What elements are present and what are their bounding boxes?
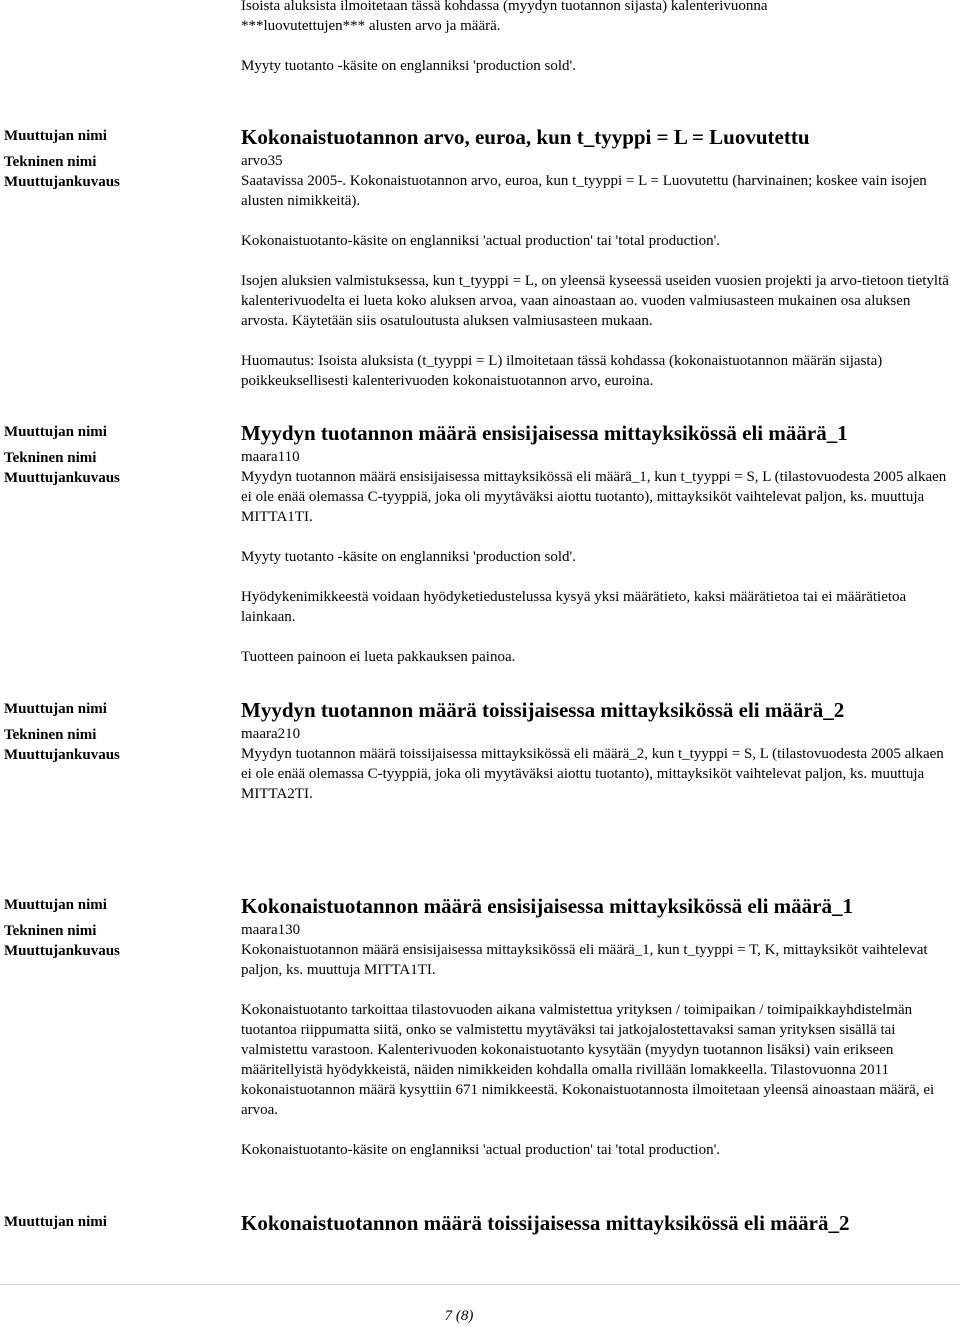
paragraph: Kokonaistuotanto-käsite on englanniksi 'actual production' tai 'total production'. [241, 1142, 721, 1158]
variable-title: Kokonaistuotannon arvo, euroa, kun t_tyyppi = L = Luovutettu [241, 125, 810, 149]
label-variable-description: Muuttujankuvaus [4, 470, 120, 486]
technical-name-value: maara210 [241, 726, 301, 742]
variable-description: Kokonaistuotannon määrä ensisijaisessa mittayksikössä eli määrä_1, kun t_tyyppi = T, K, mittayksiköt vaihtelevat paljon, ks. muuttuja MITTA1TI. [241, 942, 928, 978]
label-technical-name: Tekninen nimi [4, 727, 97, 743]
variable-labels [4, 1212, 234, 1232]
variable-content [241, 894, 957, 1160]
paragraph: Isojen aluksien valmistuksessa, kun t_tyyppi = L, on yleensä kyseessä useiden vuosien projekti ja arvo-tietoon tietyltä kalenterivuodelta ei lueta koko aluksen arvoa, vaan ainoastaan ao. vuoden valmiusasteen mukainen osa aluksen arvosta. Käytetään siis osatuloutusta aluksen valmiusasteen mukaan. [241, 273, 949, 329]
paragraph: Huomautus: Isoista aluksista (t_tyyppi = L) ilmoitetaan tässä kohdassa (kokonaistuotannon määrän sijasta) poikkeuksellisesti kalenterivuoden kokonaistuotannon arvo, euroina. [241, 353, 883, 389]
footer-divider [0, 1284, 960, 1285]
paragraph: Myyty tuotanto -käsite on englanniksi 'production sold'. [241, 549, 576, 565]
technical-name-value: arvo35 [241, 153, 283, 169]
label-technical-name: Tekninen nimi [4, 450, 97, 466]
paragraph: Kokonaistuotanto tarkoittaa tilastovuoden aikana valmistettua yrityksen / toimipaikan / toimipaikkayhdistelmän tuotantoa riippumatta siitä, onko se valmistettu myytäväksi tai jatkojalostettavaksi saman yrityksen sisällä tai valmistettu varastoon. Kalenterivuoden kokonaistuotanto kysytään (myydyn tuotannon lisäksi) vain erikseen määritellyistä hyödykkeistä, näiden nimikkeiden kohdalla omalla rivillään lomakkeella. Tilastovuonna 2011 kokonaistuotannon määrä kysyttiin 671 nimikkeestä. Kokonaistuotannosta ilmoitetaan yleensä ainoastaan määrä, ei arvoa. [241, 1002, 935, 1118]
variable-content [241, 125, 957, 391]
variable-labels [4, 699, 234, 765]
variable-labels [4, 422, 234, 488]
variable-labels [4, 895, 234, 961]
label-variable-name: Muuttujan nimi [4, 128, 107, 144]
paragraph: Hyödykenimikkeestä voidaan hyödyketiedustelussa kysyä yksi määrätieto, kaksi määrätietoa tai ei määrätietoa lainkaan. [241, 589, 907, 625]
intro-text [241, 0, 957, 76]
intro-line-3: Myyty tuotanto -käsite on englanniksi 'production sold'. [241, 58, 576, 74]
label-variable-name: Muuttujan nimi [4, 701, 107, 717]
variable-title: Myydyn tuotannon määrä toissijaisessa mittayksikössä eli määrä_2 [241, 698, 845, 722]
variable-labels [4, 126, 234, 192]
variable-title: Kokonaistuotannon määrä ensisijaisessa mittayksikössä eli määrä_1 [241, 894, 853, 918]
label-technical-name: Tekninen nimi [4, 154, 97, 170]
paragraph: Kokonaistuotanto-käsite on englanniksi 'actual production' tai 'total production'. [241, 233, 721, 249]
label-variable-name: Muuttujan nimi [4, 897, 107, 913]
technical-name-value: maara110 [241, 449, 300, 465]
variable-content [241, 698, 957, 804]
label-variable-description: Muuttujankuvaus [4, 943, 120, 959]
label-technical-name: Tekninen nimi [4, 923, 97, 939]
variable-description: Myydyn tuotannon määrä toissijaisessa mittayksikössä eli määrä_2, kun t_tyyppi = S, L (tilastovuodesta 2005 alkaen ei ole enää olemassa C-tyyppiä, joka oli myytäväksi aiottu tuotanto), mittayksiköt vaihtelevat paljon, ks. muuttuja MITTA2TI. [241, 746, 944, 802]
label-variable-description: Muuttujankuvaus [4, 747, 120, 763]
page-number: 7 (8) [444, 1308, 474, 1324]
variable-content [241, 1211, 957, 1235]
variable-content [241, 421, 957, 667]
paragraph: Tuotteen painoon ei lueta pakkauksen painoa. [241, 649, 516, 665]
label-variable-description: Muuttujankuvaus [4, 174, 120, 190]
label-variable-name: Muuttujan nimi [4, 1214, 107, 1230]
label-variable-name: Muuttujan nimi [4, 424, 107, 440]
variable-description: Saatavissa 2005-. Kokonaistuotannon arvo, euroa, kun t_tyyppi = L = Luovutettu (harvinainen; koskee vain isojen alusten nimikkeitä). [241, 173, 927, 209]
variable-title: Myydyn tuotannon määrä ensisijaisessa mittayksikössä eli määrä_1 [241, 421, 848, 445]
variable-description: Myydyn tuotannon määrä ensisijaisessa mittayksikössä eli määrä_1, kun t_tyyppi = S, L (tilastovuodesta 2005 alkaen ei ole enää olemassa C-tyyppiä, joka oli myytäväksi aiottu tuotanto), mittayksiköt vaihtelevat paljon, ks. muuttuja MITTA1TI. [241, 469, 947, 525]
intro-line-2: ***luovutettujen*** alusten arvo ja määrä. [241, 18, 501, 34]
variable-title: Kokonaistuotannon määrä toissijaisessa mittayksikössä eli määrä_2 [241, 1211, 850, 1235]
intro-line-1: Isoista aluksista ilmoitetaan tässä kohdassa (myydyn tuotannon sijasta) kalenterivuonna [241, 0, 768, 14]
technical-name-value: maara130 [241, 922, 301, 938]
